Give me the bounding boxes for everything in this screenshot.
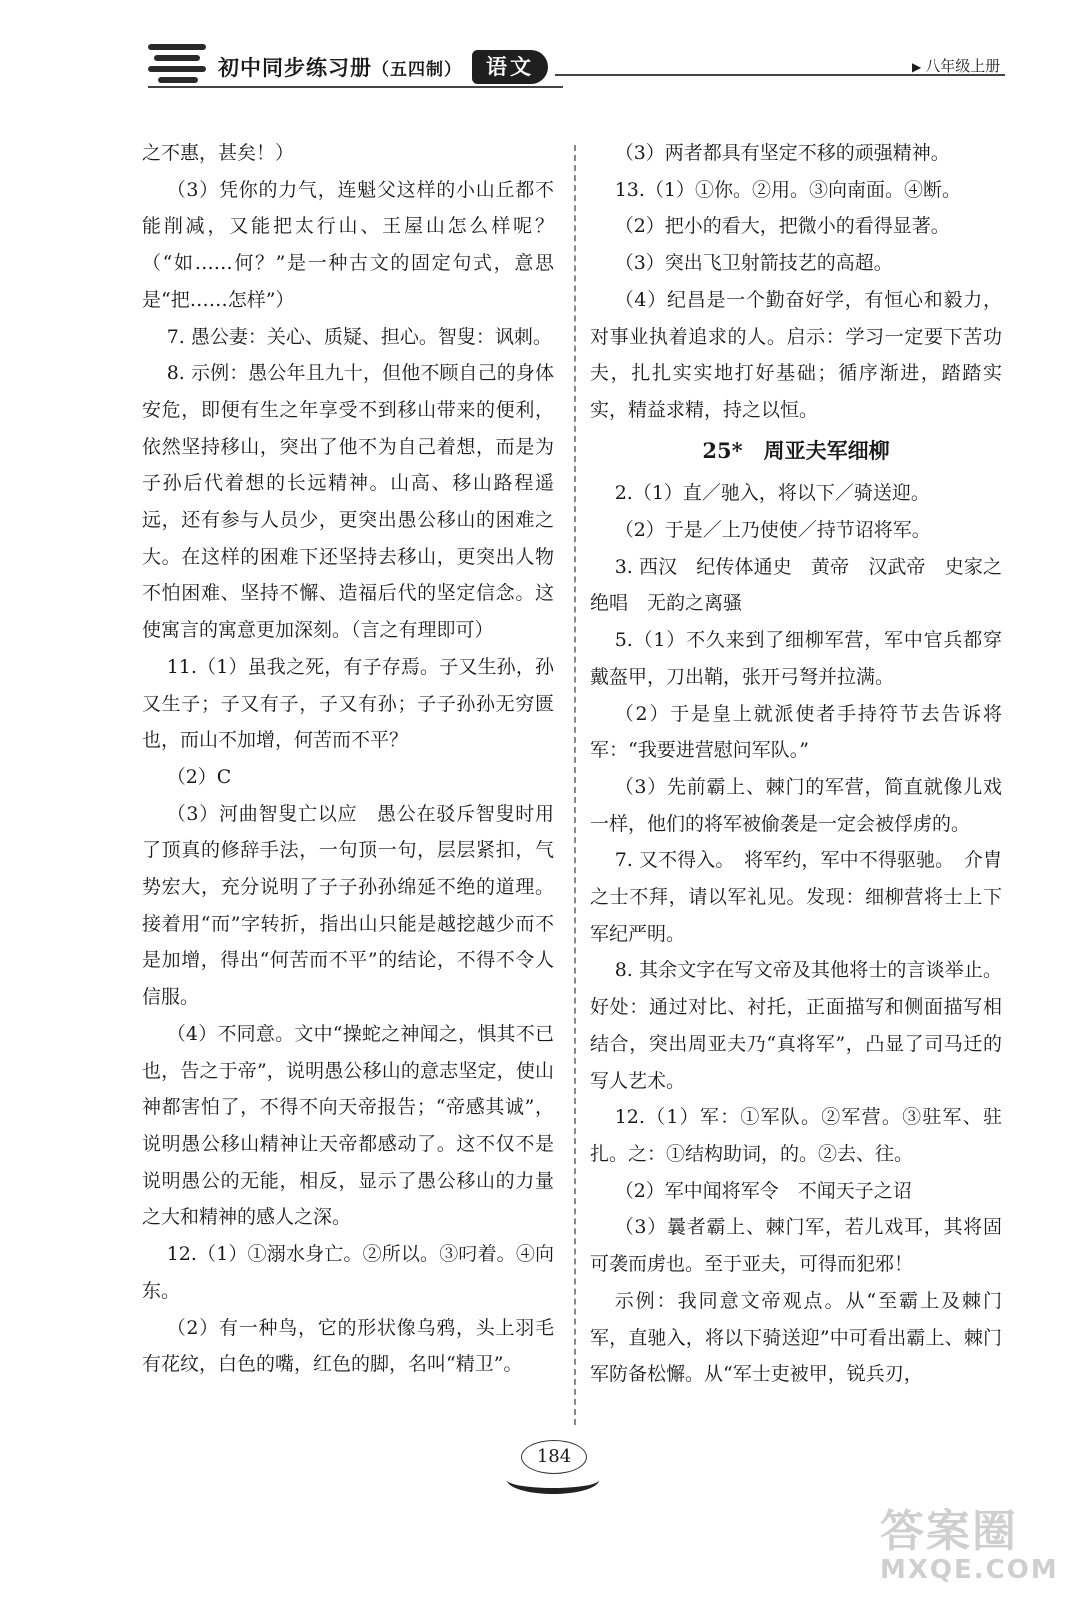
answer-paragraph: （4）不同意。文中“操蛇之神闻之，惧其不已也，告之于帝”，说明愚公移山的意志坚定，使山神都害怕了，不得不向天帝报告；“帝感其诚”，说明愚公移山精神让天帝都感动了。这不仅不是说明愚公的无能，相反，显示了愚公移山的力量之大和精神的感人之深。 [142, 1022, 554, 1229]
column-divider [574, 145, 576, 1425]
answer-paragraph: （3）河曲智叟亡以应 愚公在驳斥智叟时用了顶真的修辞手法，一句顶一句，层层紧扣，气势宏大，充分说明了子子孙孙绵延不绝的道理。接着用“而”字转折，指出山只能是越挖越少而不是加增，得出“何苦而不平”的结论，不得不令人信服。 [142, 802, 554, 1009]
answer-paragraph: （2）有一种鸟，它的形状像乌鸦，头上羽毛有花纹，白色的嘴，红色的脚，名叫“精卫”。 [142, 1316, 554, 1376]
answer-paragraph: （2）军中闻将军令 不闻天子之诏 [614, 1179, 912, 1202]
watermark-url: MXQE.COM [880, 1555, 1059, 1585]
edition-label: （五四制） [372, 60, 462, 80]
answer-paragraph: 3. 西汉 纪传体通史 黄帝 汉武帝 史家之绝唱 无韵之离骚 [590, 555, 1002, 615]
page-number: 184 [521, 1440, 587, 1474]
answer-paragraph: 8. 其余文字在写文帝及其他将士的言谈举止。好处：通过对比、衬托，正面描写和侧面描写相结合，突出周亚夫乃“真将军”，凸显了司马迁的写人艺术。 [590, 959, 1002, 1092]
section-title: 25* 周亚夫军细柳 [702, 437, 890, 463]
header-rule-lower [148, 86, 563, 88]
answer-paragraph: 13.（1）①你。②用。③向南面。④断。 [614, 178, 961, 201]
answer-paragraph: （2）于是皇上就派使者手持符节去告诉将军：“我要进营慰问军队。” [590, 702, 1002, 762]
book-title: 初中同步练习册（五四制） [218, 56, 462, 80]
answer-paragraph: （3）两者都具有坚定不移的顽强精神。 [614, 142, 950, 164]
answer-paragraph: 12.（1）军：①军队。②军营。③驻军、驻扎。之：①结构助词，的。②去、往。 [590, 1106, 1002, 1165]
page-header [0, 0, 1089, 110]
answer-paragraph: （2）把小的看大，把微小的看得显著。 [614, 215, 950, 238]
answer-paragraph: 12.（1）①溺水身亡。②所以。③叼着。④向东。 [142, 1243, 554, 1302]
answer-paragraph: （3）先前霸上、棘门的军营，简直就像儿戏一样，他们的将军被偷袭是一定会被俘虏的。 [590, 775, 1002, 835]
answer-paragraph: 11.（1）虽我之死，有子存焉。子又生孙，孙又生子；子又有子，子又有孙；子子孙孙无穷匮也，而山不加增，何苦而不平？ [142, 655, 554, 752]
answer-paragraph: （3）凭你的力气，连魁父这样的小山丘都不能削减，又能把太行山、王屋山怎么样呢？（“如……何？”是一种古文的固定句式，意思是“把……怎样”） [142, 178, 554, 311]
subject-badge: 语文 [472, 50, 548, 84]
answer-paragraph: 7. 又不得入。 将军约，军中不得驱驰。 介胄之士不拜，请以军礼见。发现：细柳营将士上下军纪严明。 [590, 849, 1002, 945]
left-column [142, 135, 554, 1383]
answer-paragraph: 8. 示例：愚公年且九十，但他不顾自己的身体安危，即便有生之年享受不到移山带来的便利，依然坚持移山，突出了他不为自己着想，而是为子孙后代着想的长远精神。山高、移山路程遥远，还有参与人员少，更突出愚公移山的困难之大。在这样的困难下还坚持去移山，更突出人物不怕困难、坚持不懈、造福后代的坚定信念。这使寓言的寓意更加深刻。（言之有理即可） [142, 362, 554, 642]
answer-paragraph: 5.（1）不久来到了细柳军营，军中官兵都穿戴盔甲，刀出鞘，张开弓弩并拉满。 [590, 629, 1002, 688]
answer-paragraph: 之不惠，甚矣！） [142, 142, 295, 164]
answer-paragraph: （2）C [166, 765, 232, 788]
page-number-badge [507, 1440, 599, 1495]
watermark-text: 答案圈 [880, 1506, 1018, 1557]
watermark [880, 1495, 1080, 1595]
answer-paragraph: （3）曩者霸上、棘门军，若儿戏耳，其将固可袭而虏也。至于亚夫，可得而犯邪！ [590, 1216, 1002, 1276]
answer-paragraph: （4）纪昌是一个勤奋好学，有恒心和毅力，对事业执着追求的人。启示：学习一定要下苦功夫，扎扎实实地打好基础；循序渐进，踏踏实实，精益求精，持之以恒。 [590, 288, 1002, 421]
play-arrow-icon: ▶ [912, 60, 922, 74]
book-logo-icon [148, 44, 206, 88]
grade-label: ▶ 八年级上册 [912, 57, 1001, 75]
right-column [590, 135, 1002, 1393]
answer-paragraph: （3）突出飞卫射箭技艺的高超。 [614, 252, 893, 275]
answer-paragraph: 7. 愚公妻：关心、质疑、担心。智叟：讽刺。 [166, 325, 552, 348]
answer-paragraph: 示例：我同意文帝观点。从“至霸上及棘门军，直驰入，将以下骑送迎”中可看出霸上、棘门军防备松懈。从“军士吏被甲，锐兵刃， [590, 1289, 1002, 1386]
answer-paragraph: 2.（1）直／驰入，将以下／骑送迎。 [614, 482, 930, 505]
answer-paragraph: （2）于是／上乃使使／持节诏将军。 [614, 519, 931, 542]
